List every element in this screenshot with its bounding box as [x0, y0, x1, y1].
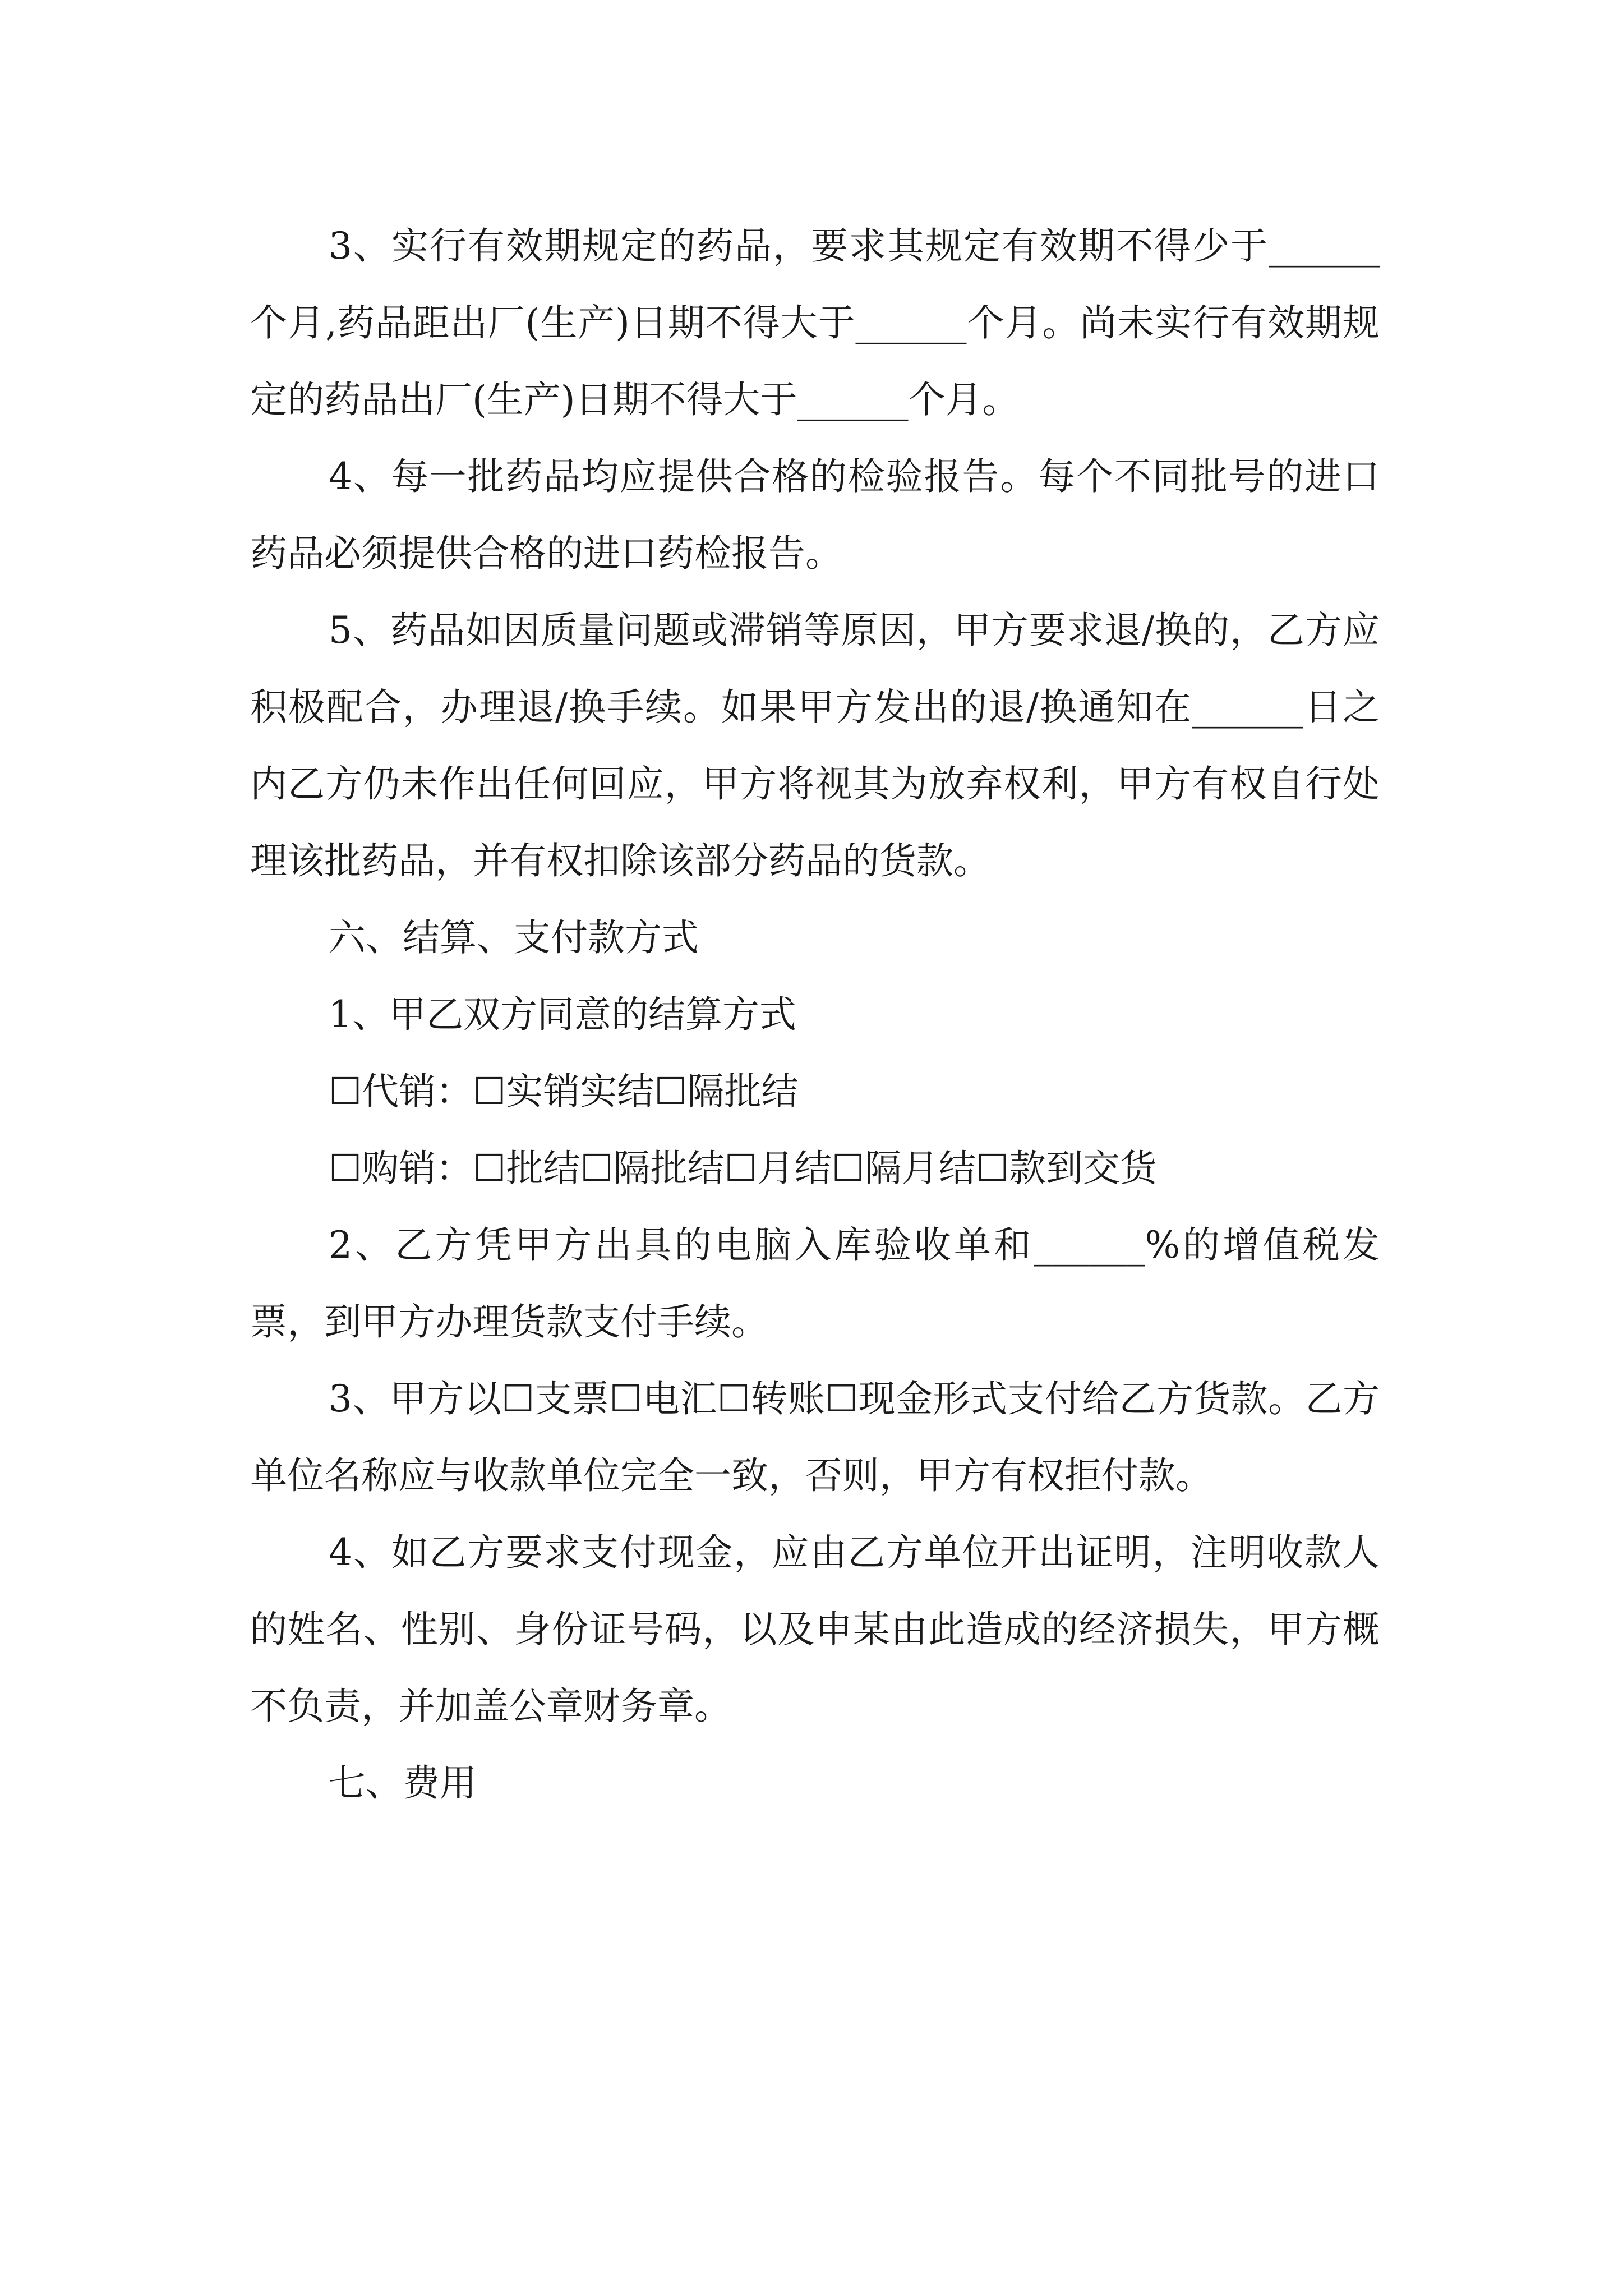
- clause-4-inspection-report: 4、每一批药品均应提供合格的检验报告。每个不同批号的进口药品必须提供合格的进口药检报告。: [250, 455, 1380, 575]
- clause-4-cash-payment: 4、如乙方要求支付现金，应由乙方单位开出证明，注明收款人的姓名、性别、身份证号码，以及申某由此造成的经济损失，甲方概不负责，并加盖公章财务章。: [250, 1531, 1380, 1728]
- clause-3-payment-form: 3、甲方以☐支票☐电汇☐转账☐现金形式支付给乙方货款。乙方单位名称应与收款单位完全一致，否则，甲方有权拒付款。: [250, 1377, 1380, 1497]
- purchase-options: ☐购销：☐批结☐隔批结☐月结☐隔月结☐款到交货: [329, 1147, 1158, 1190]
- clause-3-expiry: 3、实行有效期规定的药品，要求其规定有效期不得少于______个月,药品距出厂(生产)日期不得大于______个月。尚未实行有效期规定的药品出厂(生产)日期不得大于______个月。: [250, 224, 1380, 421]
- clause-1-settlement-method: 1、甲乙双方同意的结算方式: [329, 993, 796, 1036]
- section-7-heading: 七、费用: [329, 1761, 477, 1805]
- clause-2-invoice: 2、乙方凭甲方出具的电脑入库验收单和______%的增值税发票，到甲方办理货款支付手续。: [250, 1223, 1380, 1343]
- document-page: [250, 208, 1380, 1821]
- clause-5-return-exchange: 5、药品如因质量问题或滞销等原因，甲方要求退/换的，乙方应积极配合，办理退/换手续。如果甲方发出的退/换通知在______日之内乙方仍未作出任何回应，甲方将视其为放弃权利，甲方有权自行处理该批药品，并有权扣除该部分药品的货款。: [250, 609, 1380, 882]
- section-6-heading: 六、结算、支付款方式: [329, 916, 699, 959]
- consignment-options: ☐代销：☐实销实结☐隔批结: [329, 1070, 799, 1113]
